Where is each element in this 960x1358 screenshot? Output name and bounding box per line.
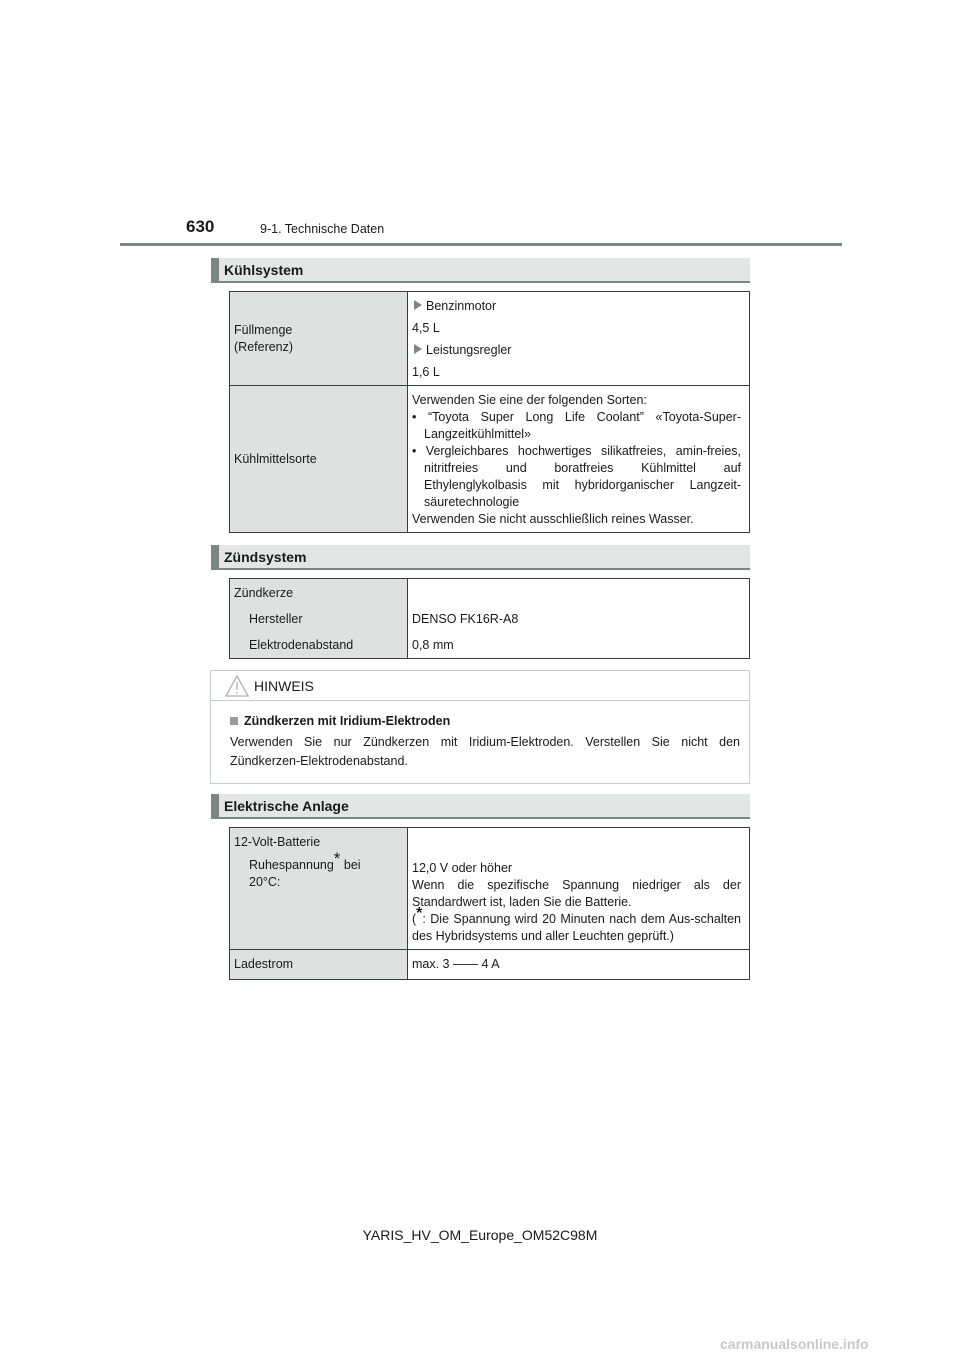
elektrik-table: [229, 827, 750, 980]
table-row: [230, 292, 750, 386]
triangle-bullet-icon: [414, 300, 422, 310]
footnote-text: : Die Spannung wird 20 Minuten nach dem Aus-schalten des Hybridsystems und aller Leuchten geprüft.): [412, 912, 741, 943]
ruhespannung-label: Ruhespannung: [249, 858, 334, 872]
kuehlmittel-note: Verwenden Sie nicht ausschließlich reines Wasser.: [412, 512, 694, 526]
temperature-label: 20°C:: [249, 875, 281, 889]
section-title-elektrik: Elektrische Anlage: [224, 798, 349, 814]
kuehlmittel-bullet-2: • Vergleichbares hochwertiges silikatfreies, amin-freies, nitritfreies und boratfreies Kühlmittel auf Ethylenglykolbasis mit hybridorganischer Langzeit-säuretechnologie: [412, 444, 741, 509]
zuendkerze-label: Zündkerze: [234, 586, 294, 600]
table-label-cell: [230, 292, 408, 386]
table-value-cell: [408, 292, 750, 386]
table-row: [230, 828, 750, 950]
section-accent: [211, 545, 219, 568]
notice-label: HINWEIS: [254, 678, 314, 694]
section-title-zuendsystem: Zündsystem: [224, 549, 307, 565]
kuehlmittel-intro: Verwenden Sie eine der folgenden Sorten:: [412, 393, 647, 407]
hersteller-label: Hersteller: [249, 612, 303, 626]
table-label-cell: [230, 828, 408, 950]
ruhespannung-value: 12,0 V oder höher: [412, 861, 513, 875]
table-row: [230, 386, 750, 533]
section-accent: [211, 258, 219, 281]
fuellmenge-label: Füllmenge: [234, 322, 293, 337]
table-value-cell: [408, 828, 750, 950]
footnote-star: *: [333, 848, 341, 868]
kuehlsystem-table: [229, 291, 750, 533]
section-bar-elektrik: [211, 794, 750, 819]
section-bar-zuendsystem: [211, 545, 750, 570]
footnote-star: *: [416, 904, 423, 922]
table-row: [230, 950, 750, 980]
triangle-bullet-icon: [414, 344, 422, 354]
notice-item-title: [230, 714, 450, 728]
kuehlmittel-label: Kühlmittelsorte: [230, 386, 408, 533]
table-value-cell: [408, 579, 750, 659]
ladestrom-label: Ladestrom: [230, 950, 408, 980]
batterie-label: 12-Volt-Batterie: [234, 835, 321, 849]
table-row: [230, 579, 750, 659]
section-header: 9-1. Technische Daten: [260, 222, 385, 236]
benzinmotor-value: 4,5 L: [412, 321, 440, 335]
footer-doc-id: YARIS_HV_OM_Europe_OM52C98M: [362, 1227, 598, 1243]
footnote-open: (: [412, 912, 417, 926]
zuendsystem-table: [229, 578, 750, 659]
notice-header: [211, 671, 749, 701]
abstand-value: 0,8 mm: [412, 638, 454, 652]
section-bar-kuehlsystem: [211, 258, 750, 283]
benzinmotor-label: Benzinmotor: [426, 299, 497, 313]
table-value-cell: [408, 386, 750, 533]
leistungsregler-value: 1,6 L: [412, 365, 440, 379]
notice-text: Verwenden Sie nur Zündkerzen mit Iridium-Elektroden. Verstellen Sie nicht den Zündkerzen-Elektrodenabstand.: [230, 735, 740, 768]
section-accent: [211, 794, 219, 817]
page-number: 630: [186, 217, 215, 236]
section-title-kuehlsystem: Kühlsystem: [224, 262, 304, 278]
notice-box: [210, 670, 750, 784]
fuellmenge-sublabel: (Referenz): [234, 339, 294, 354]
warning-icon: [225, 675, 249, 697]
abstand-label: Elektrodenabstand: [249, 638, 354, 652]
leistungsregler-label: Leistungsregler: [426, 343, 512, 357]
bei-label: bei: [340, 858, 361, 872]
kuehlmittel-bullet-1: • “Toyota Super Long Life Coolant” «Toyota-Super-Langzeitkühlmittel»: [412, 410, 741, 441]
table-label-cell: [230, 579, 408, 659]
notice-item-title-text: Zündkerzen mit Iridium-Elektroden: [244, 714, 451, 728]
ruhespannung-note: Wenn die spezifische Spannung niedriger als der Standardwert ist, laden Sie die Batterie.: [412, 878, 741, 909]
watermark: carmanualsonline.info: [720, 1336, 869, 1352]
header-rule: [120, 243, 842, 246]
hersteller-value: DENSO FK16R-A8: [412, 612, 519, 626]
ladestrom-value: max. 3 —— 4 A: [408, 950, 750, 980]
square-bullet-icon: [230, 717, 238, 725]
